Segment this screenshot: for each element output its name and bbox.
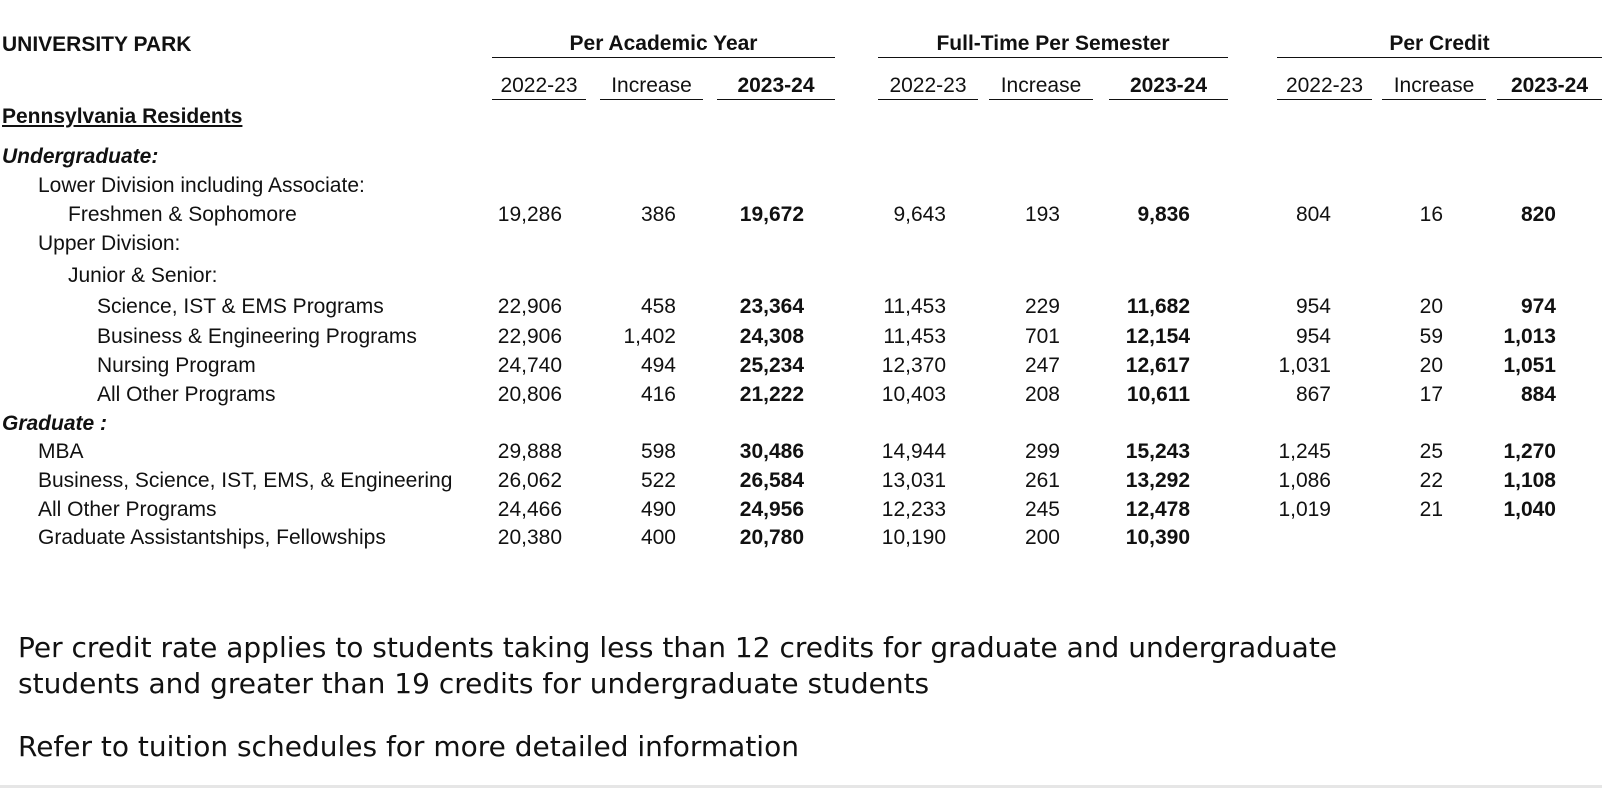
value-2022-23: 29,888 xyxy=(497,440,562,463)
value-2023-24: 1,108 xyxy=(1503,469,1556,492)
value-2023-24: 30,486 xyxy=(739,440,804,463)
value-2022-23: 1,019 xyxy=(1278,498,1331,521)
value-increase: 22 xyxy=(1419,469,1443,492)
row-label: Nursing Program xyxy=(97,354,256,377)
value-2023-24: 26,584 xyxy=(739,469,804,492)
value-increase: 386 xyxy=(640,203,676,226)
row-label: MBA xyxy=(38,440,84,463)
note-line-3: Refer to tuition schedules for more detailed information xyxy=(18,730,799,763)
value-2023-24: 25,234 xyxy=(739,354,804,377)
value-2022-23: 954 xyxy=(1295,295,1331,318)
value-2022-23: 9,643 xyxy=(893,203,946,226)
row-label: All Other Programs xyxy=(97,383,276,406)
subheader-2023-24: 2023-24 xyxy=(1109,75,1228,100)
row-label: Science, IST & EMS Programs xyxy=(97,295,384,318)
subheader-increase: Increase xyxy=(600,75,703,100)
value-2022-23: 1,031 xyxy=(1278,354,1331,377)
value-increase: 458 xyxy=(640,295,676,318)
value-increase: 59 xyxy=(1419,325,1443,348)
group-header-per-credit: Per Credit xyxy=(1277,33,1602,58)
value-increase: 20 xyxy=(1419,354,1443,377)
value-increase: 400 xyxy=(640,526,676,549)
value-2023-24: 1,270 xyxy=(1503,440,1556,463)
value-2023-24: 15,243 xyxy=(1125,440,1190,463)
value-2023-24: 19,672 xyxy=(739,203,804,226)
value-2023-24: 10,611 xyxy=(1126,383,1190,406)
value-2022-23: 10,403 xyxy=(881,383,946,406)
value-2022-23: 12,233 xyxy=(881,498,946,521)
value-increase: 21 xyxy=(1419,498,1443,521)
value-2023-24: 820 xyxy=(1520,203,1556,226)
value-2023-24: 10,390 xyxy=(1125,526,1190,549)
value-increase: 598 xyxy=(640,440,676,463)
value-increase: 229 xyxy=(1024,295,1060,318)
value-2023-24: 24,956 xyxy=(739,498,804,521)
value-2022-23: 24,466 xyxy=(497,498,562,521)
value-2022-23: 20,380 xyxy=(497,526,562,549)
value-2022-23: 1,086 xyxy=(1278,469,1331,492)
value-2023-24: 13,292 xyxy=(1125,469,1190,492)
value-2022-23: 804 xyxy=(1295,203,1331,226)
value-2022-23: 26,062 xyxy=(497,469,562,492)
value-2022-23: 20,806 xyxy=(497,383,562,406)
value-2023-24: 1,051 xyxy=(1503,354,1556,377)
row-label: Freshmen & Sophomore xyxy=(68,203,297,226)
row-label: Business, Science, IST, EMS, & Engineering xyxy=(38,469,453,492)
value-increase: 1,402 xyxy=(623,325,676,348)
value-2023-24: 1,040 xyxy=(1503,498,1556,521)
value-2022-23: 1,245 xyxy=(1278,440,1331,463)
lower-division-label: Lower Division including Associate: xyxy=(38,174,365,197)
value-2022-23: 19,286 xyxy=(497,203,562,226)
graduate-heading: Graduate : xyxy=(2,412,108,435)
value-increase: 25 xyxy=(1419,440,1443,463)
subheader-2022-23: 2022-23 xyxy=(1277,75,1372,100)
value-increase: 17 xyxy=(1419,383,1443,406)
value-2022-23: 24,740 xyxy=(497,354,562,377)
value-increase: 261 xyxy=(1024,469,1060,492)
value-increase: 245 xyxy=(1024,498,1060,521)
value-increase: 522 xyxy=(640,469,676,492)
row-label: Graduate Assistantships, Fellowships xyxy=(38,526,386,549)
row-label: All Other Programs xyxy=(38,498,217,521)
value-2022-23: 12,370 xyxy=(881,354,946,377)
row-label: Business & Engineering Programs xyxy=(97,325,417,348)
value-2022-23: 13,031 xyxy=(881,469,946,492)
value-2022-23: 10,190 xyxy=(881,526,946,549)
subheader-2023-24: 2023-24 xyxy=(717,75,835,100)
value-2023-24: 12,617 xyxy=(1125,354,1190,377)
junior-senior-label: Junior & Senior: xyxy=(68,264,218,287)
subheader-2022-23: 2022-23 xyxy=(492,75,586,100)
value-2022-23: 11,453 xyxy=(883,325,946,348)
value-2023-24: 11,682 xyxy=(1126,295,1190,318)
value-increase: 299 xyxy=(1024,440,1060,463)
value-2022-23: 867 xyxy=(1295,383,1331,406)
value-2023-24: 9,836 xyxy=(1137,203,1190,226)
value-increase: 701 xyxy=(1024,325,1060,348)
subheader-2023-24: 2023-24 xyxy=(1497,75,1602,100)
value-2023-24: 21,222 xyxy=(739,383,804,406)
upper-division-label: Upper Division: xyxy=(38,232,181,255)
value-increase: 200 xyxy=(1024,526,1060,549)
value-increase: 247 xyxy=(1024,354,1060,377)
subheader-2022-23: 2022-23 xyxy=(878,75,978,100)
value-2022-23: 954 xyxy=(1295,325,1331,348)
value-2023-24: 12,154 xyxy=(1125,325,1190,348)
value-2022-23: 22,906 xyxy=(497,325,562,348)
value-increase: 208 xyxy=(1024,383,1060,406)
value-2023-24: 974 xyxy=(1520,295,1556,318)
value-increase: 416 xyxy=(640,383,676,406)
value-2023-24: 23,364 xyxy=(739,295,804,318)
group-header-semester: Full-Time Per Semester xyxy=(878,33,1228,58)
undergraduate-heading: Undergraduate: xyxy=(2,145,159,168)
note-line-2: students and greater than 19 credits for undergraduate students xyxy=(18,667,930,700)
value-increase: 20 xyxy=(1419,295,1443,318)
value-2022-23: 11,453 xyxy=(883,295,946,318)
subheader-increase: Increase xyxy=(1382,75,1486,100)
value-increase: 494 xyxy=(640,354,676,377)
group-header-academic-year: Per Academic Year xyxy=(492,33,835,58)
value-2023-24: 884 xyxy=(1520,383,1556,406)
note-line-1: Per credit rate applies to students taking less than 12 credits for graduate and undergraduate xyxy=(18,631,1338,664)
campus-title: UNIVERSITY PARK xyxy=(2,33,192,56)
value-2023-24: 24,308 xyxy=(739,325,804,348)
subheader-increase: Increase xyxy=(989,75,1093,100)
value-2022-23: 14,944 xyxy=(881,440,946,463)
value-increase: 193 xyxy=(1024,203,1060,226)
value-2023-24: 12,478 xyxy=(1125,498,1190,521)
section-heading: Pennsylvania Residents xyxy=(2,105,243,128)
value-2023-24: 20,780 xyxy=(739,526,804,549)
value-increase: 16 xyxy=(1419,203,1443,226)
value-2022-23: 22,906 xyxy=(497,295,562,318)
value-2023-24: 1,013 xyxy=(1503,325,1556,348)
value-increase: 490 xyxy=(640,498,676,521)
